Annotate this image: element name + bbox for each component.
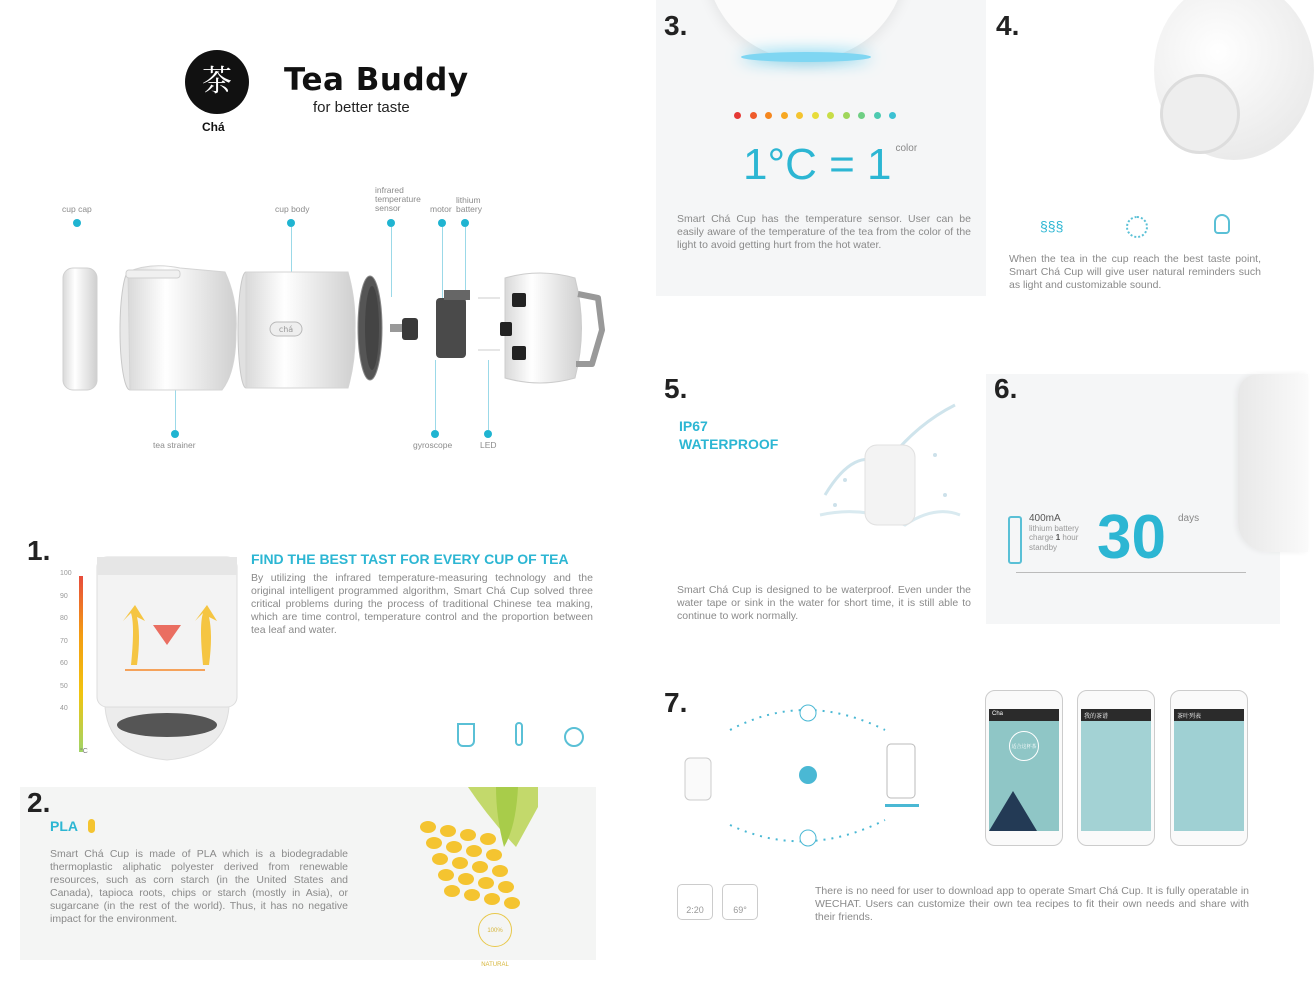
section-7-number: 7. bbox=[664, 687, 688, 718]
color-dot bbox=[827, 112, 834, 119]
label-cup-body: cup body bbox=[275, 204, 310, 214]
temperature-scale bbox=[60, 570, 88, 760]
section-1-number: 1. bbox=[27, 535, 51, 566]
label-motor: motor bbox=[430, 204, 452, 214]
formula-text: 1°C = 1 bbox=[743, 140, 892, 189]
section-2-heading: PLA bbox=[50, 818, 78, 834]
corn-kernel bbox=[426, 837, 442, 849]
phone-title: Cha bbox=[992, 711, 1004, 717]
phone-mockup bbox=[1077, 690, 1155, 846]
speaker-icon bbox=[1126, 216, 1148, 238]
formula-sup: color bbox=[895, 143, 918, 154]
phone-screen bbox=[989, 709, 1059, 831]
corn-kernel bbox=[486, 849, 502, 861]
phone-mockup bbox=[985, 690, 1063, 846]
natural-badge bbox=[478, 913, 512, 968]
label-cup-cap: cup cap bbox=[62, 204, 92, 214]
brand-logo bbox=[185, 50, 249, 114]
page-title: Tea Buddy bbox=[284, 62, 469, 98]
corn-icon bbox=[88, 819, 95, 833]
color-dot bbox=[765, 112, 772, 119]
corn-kernel bbox=[438, 869, 454, 881]
scale-gradient-bar bbox=[79, 576, 83, 752]
color-dot bbox=[889, 112, 896, 119]
section-1-text: By utilizing the infrared temperature-measuring technology and the original intelligent programmed algorithm, Smart Chá Cup solved three critical problems during the process of traditional Chinese tea making, which are time control, temperature control and the proportion between tea leaf and water. bbox=[251, 572, 593, 636]
color-dot bbox=[874, 112, 881, 119]
color-dots bbox=[734, 112, 904, 122]
timer-value: 2:20 bbox=[686, 905, 704, 915]
phone-title: 我的茶谱 bbox=[1084, 714, 1109, 720]
speaker-grille bbox=[1160, 74, 1240, 154]
scale-tick-label: 50 bbox=[60, 682, 68, 690]
corn-kernel bbox=[480, 833, 496, 845]
label-infrared-sensor: infrared temperature sensor bbox=[375, 185, 421, 213]
scale-tick-label: 90 bbox=[60, 592, 68, 600]
battery-type: lithium battery bbox=[1029, 524, 1079, 533]
color-dot bbox=[858, 112, 865, 119]
charge-pre: charge bbox=[1029, 533, 1056, 542]
charge-time bbox=[1029, 533, 1078, 542]
color-dot bbox=[781, 112, 788, 119]
corn-kernel bbox=[446, 841, 462, 853]
standby-label: standby bbox=[1029, 543, 1058, 552]
battery-capacity: 400mA bbox=[1029, 513, 1061, 524]
section-4-text: When the tea in the cup reach the best taste point, Smart Chá Cup will give user natural reminders such as light and customizable sound. bbox=[1009, 253, 1261, 291]
temperature-formula bbox=[743, 140, 917, 190]
corn-kernel bbox=[484, 893, 500, 905]
bulb-icon bbox=[1214, 214, 1230, 234]
phone-circle bbox=[1009, 731, 1039, 761]
scale-tick-label: 70 bbox=[60, 637, 68, 645]
phone-screen bbox=[1174, 709, 1244, 831]
corn-kernel bbox=[504, 897, 520, 909]
section-4-panel bbox=[988, 0, 1280, 296]
scale-unit: °C bbox=[80, 748, 88, 755]
led-glow bbox=[741, 52, 871, 62]
cup-side-illustration bbox=[1238, 374, 1308, 552]
corn-kernel bbox=[466, 845, 482, 857]
natural-badge-text: 100% NATURAL bbox=[481, 928, 509, 968]
color-dot bbox=[734, 112, 741, 119]
section-3-text: Smart Chá Cup has the temperature sensor. User can be easily aware of the temperature of the tea from the color of the light to avoid getting hurt from the hot water. bbox=[677, 213, 971, 251]
label-lithium-battery: lithium battery bbox=[456, 195, 482, 214]
section-6-number: 6. bbox=[994, 373, 1018, 404]
scale-tick-label: 80 bbox=[60, 615, 68, 622]
section-5-heading-1: IP67 bbox=[679, 418, 708, 434]
corn-illustration bbox=[408, 787, 538, 917]
scale-tick-label: 60 bbox=[60, 660, 68, 667]
label-gyroscope: gyroscope bbox=[413, 440, 453, 450]
corn-kernel bbox=[432, 853, 448, 865]
scale-tick-label: 100 bbox=[60, 570, 72, 577]
color-dot bbox=[796, 112, 803, 119]
section-6-panel bbox=[986, 374, 1280, 624]
charging-cable bbox=[1016, 572, 1246, 573]
section-4-number: 4. bbox=[996, 10, 1020, 41]
phone-header bbox=[1081, 709, 1151, 721]
water-splash-illustration bbox=[815, 385, 965, 545]
corn-kernel bbox=[498, 881, 514, 893]
connectivity-diagram bbox=[675, 700, 935, 850]
section-2-text: Smart Chá Cup is made of PLA which is a biodegradable thermoplastic aliphatic polyester derived from renewable resources, such as corn starch (in the United States and Canada), tapioca roots, chips or starch (mostly in Asia), or sugarcane (in the rest of the world). Thus, it has no negative impact for the environment. bbox=[50, 848, 348, 925]
charge-num: 1 bbox=[1055, 533, 1061, 542]
label-tea-strainer: tea strainer bbox=[153, 440, 196, 450]
corn-kernel bbox=[440, 825, 456, 837]
corn-kernel bbox=[444, 885, 460, 897]
cup-bottom-illustration bbox=[706, 0, 906, 60]
temperature-value: 69° bbox=[733, 905, 747, 915]
color-dot bbox=[812, 112, 819, 119]
timer-widget bbox=[677, 884, 713, 920]
page-subtitle: for better taste bbox=[313, 99, 410, 116]
phone-circle-text: 适合这杯茶 bbox=[1011, 744, 1037, 750]
section-2-number: 2. bbox=[27, 787, 51, 818]
phone-title: 茶叶列表 bbox=[1177, 714, 1202, 720]
phone-mockup bbox=[1170, 690, 1248, 846]
section-7-text: There is no need for user to download app to operate Smart Chá Cup. It is fully operatable in WECHAT. Users can customize their own tea recipes to fit their own needs and share with their friends. bbox=[815, 885, 1249, 923]
corn-kernel bbox=[460, 829, 476, 841]
section-5-text: Smart Chá Cup is designed to be waterproof. Even under the water tape or sink in the water for short time, it is still able to continue to work normally. bbox=[677, 584, 971, 622]
corn-kernel bbox=[478, 877, 494, 889]
phone-screen bbox=[1081, 709, 1151, 831]
corn-kernel bbox=[464, 889, 480, 901]
exploded-parts-illustration bbox=[0, 150, 640, 480]
color-dot bbox=[843, 112, 850, 119]
steam-icon: §§§ bbox=[1040, 218, 1064, 234]
section-1-heading: FIND THE BEST TAST FOR EVERY CUP OF TEA bbox=[251, 551, 569, 567]
corn-kernel bbox=[472, 861, 488, 873]
corn-kernel bbox=[420, 821, 436, 833]
color-dot bbox=[750, 112, 757, 119]
corn-kernel bbox=[492, 865, 508, 877]
section-5-number: 5. bbox=[664, 373, 688, 404]
label-led: LED bbox=[480, 440, 497, 450]
charge-post: hour bbox=[1060, 533, 1079, 542]
mountain-art bbox=[989, 791, 1037, 831]
phone-header bbox=[989, 709, 1059, 721]
corn-kernel bbox=[452, 857, 468, 869]
temperature-widget bbox=[722, 884, 758, 920]
usb-plug-icon bbox=[1008, 516, 1022, 564]
scale-tick-label: 40 bbox=[60, 705, 68, 712]
thermometer-icon bbox=[515, 722, 523, 746]
corn-kernel bbox=[458, 873, 474, 885]
phone-header bbox=[1174, 709, 1244, 721]
cup-section-illustration bbox=[95, 555, 245, 765]
logo-glyph: 茶 bbox=[202, 64, 232, 99]
cup-icon bbox=[457, 723, 475, 747]
section-5-heading-2: WATERPROOF bbox=[679, 436, 779, 452]
days-label: days bbox=[1178, 513, 1200, 524]
standby-days: 30 bbox=[1097, 503, 1166, 572]
clock-icon bbox=[564, 727, 584, 747]
logo-caption: Chá bbox=[202, 120, 225, 134]
exploded-view bbox=[0, 150, 640, 480]
section-3-number: 3. bbox=[664, 10, 688, 41]
body-badge-text: chá bbox=[278, 325, 294, 334]
